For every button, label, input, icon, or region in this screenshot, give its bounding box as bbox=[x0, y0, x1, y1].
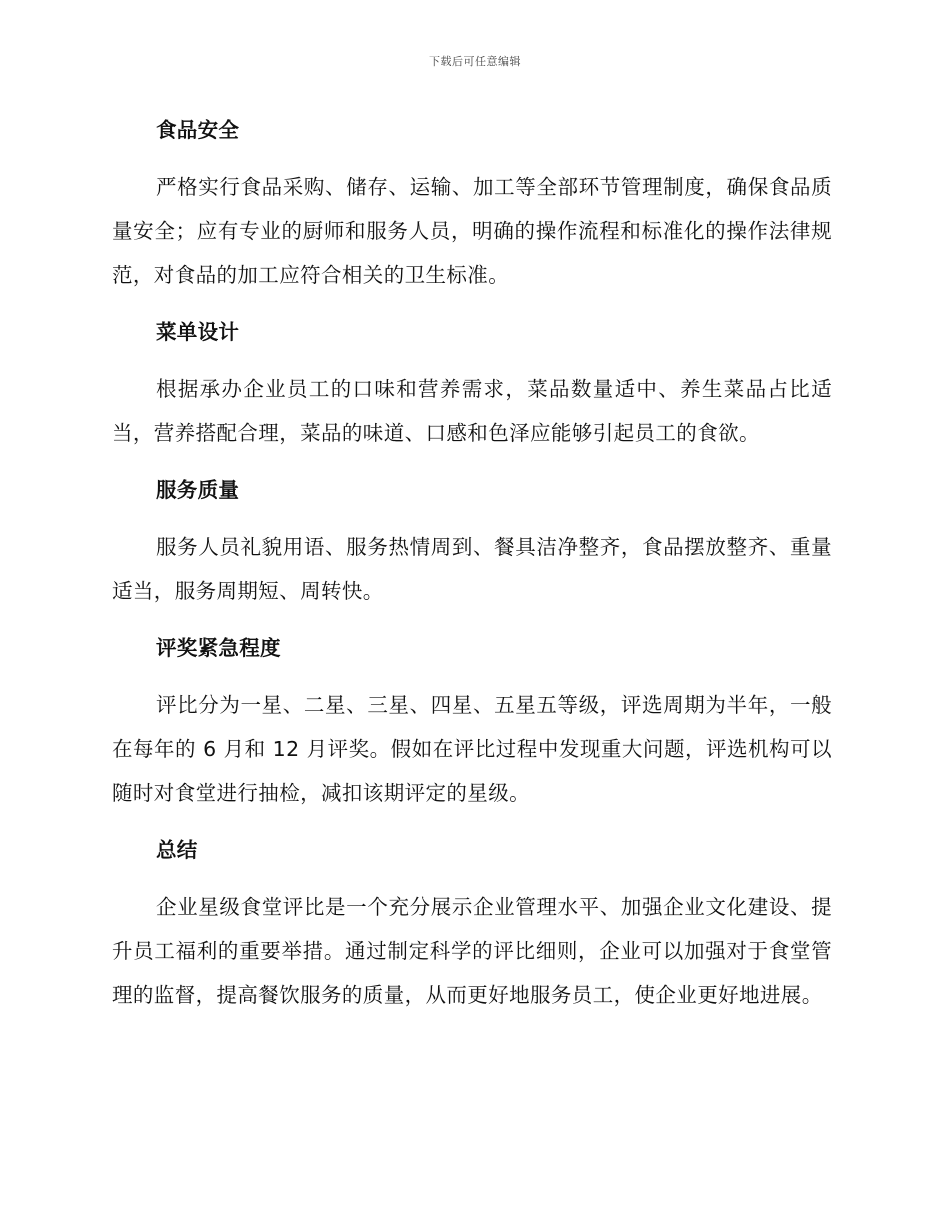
section-paragraph: 服务人员礼貌用语、服务热情周到、餐具洁净整齐，食品摆放整齐、重量适当，服务周期短、周转快。 bbox=[112, 535, 832, 603]
document-body bbox=[112, 108, 832, 1030]
section-food-safety bbox=[112, 108, 832, 297]
section-title: 评奖紧急程度 bbox=[156, 636, 281, 660]
section-paragraph: 企业星级食堂评比是一个充分展示企业管理水平、加强企业文化建设、提升员工福利的重要举措。通过制定科学的评比细则，企业可以加强对于食堂管理的监督，提高餐饮服务的质量，从而更好地服务员工，使企业更好地进展。 bbox=[112, 895, 832, 1007]
section-service-quality bbox=[112, 468, 832, 613]
section-summary bbox=[112, 828, 832, 1017]
page-header-note: 下载后可任意编辑 bbox=[429, 55, 521, 68]
section-title: 菜单设计 bbox=[156, 320, 240, 344]
section-title: 总结 bbox=[156, 838, 198, 862]
section-paragraph: 严格实行食品采购、储存、运输、加工等全部环节管理制度，确保食品质量安全；应有专业的厨师和服务人员，明确的操作流程和标准化的操作法律规范，对食品的加工应符合相关的卫生标准。 bbox=[112, 175, 832, 287]
section-paragraph: 根据承办企业员工的口味和营养需求，菜品数量适中、养生菜品占比适当，营养搭配合理，菜品的味道、口感和色泽应能够引起员工的食欲。 bbox=[112, 377, 832, 445]
section-title: 服务质量 bbox=[156, 478, 240, 502]
section-award-urgency bbox=[112, 626, 832, 815]
section-title: 食品安全 bbox=[156, 118, 240, 142]
section-paragraph: 评比分为一星、二星、三星、四星、五星五等级，评选周期为半年，一般在每年的 6 月和 12 月评奖。假如在评比过程中发现重大问题，评选机构可以随时对食堂进行抽检，减扣该期评定的星级。 bbox=[112, 693, 832, 805]
section-menu-design bbox=[112, 310, 832, 455]
